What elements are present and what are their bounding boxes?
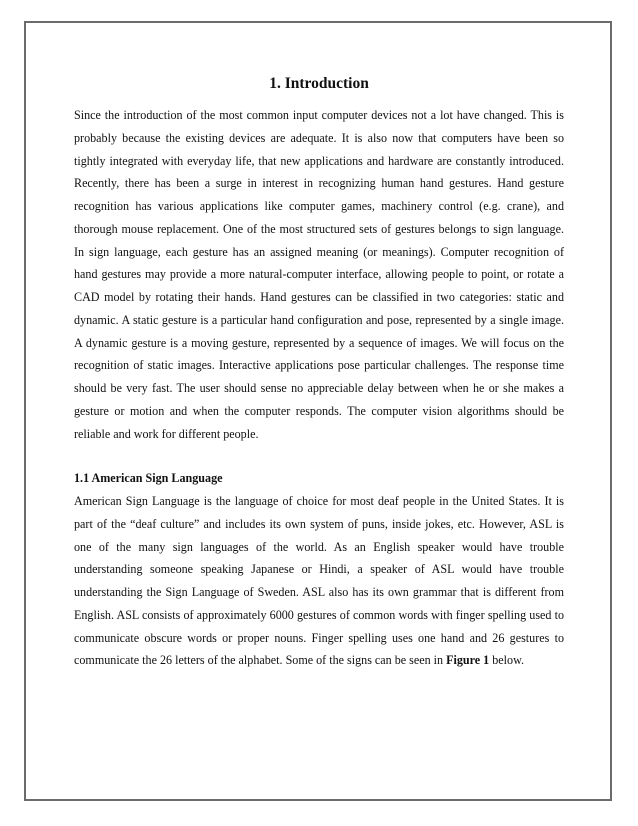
document-body [74, 74, 564, 672]
intro-paragraph: Since the introduction of the most common input computer devices not a lot have changed. This is probably because the existing devices are adequate. It is also now that computers have been so tightly integrated with everyday life, that new applications and hardware are constantly introduced. Recently, there has been a surge in interest in recognizing human hand gestures. Hand gesture recognition has various applications like computer games, machinery control (e.g. crane), and thorough mouse replacement. One of the most structured sets of gestures belongs to sign language. In sign language, each gesture has an assigned meaning (or meanings). Computer recognition of hand gestures may provide a more natural-computer interface, allowing people to point, or rotate a CAD model by rotating their hands. Hand gestures can be classified in two categories: static and dynamic. A static gesture is a particular hand configuration and pose, represented by a single image. A dynamic gesture is a moving gesture, represented by a sequence of images. We will focus on the recognition of static images. Interactive applications pose particular challenges. The response time should be very fast. The user should sense no appreciable delay between when he or she makes a gesture or motion and when the computer responds. The computer vision algorithms should be reliable and work for different people. [74, 108, 564, 441]
asl-paragraph [74, 490, 564, 672]
section-heading: 1. Introduction [269, 75, 369, 92]
subsection-heading: 1.1 American Sign Language [74, 471, 223, 486]
asl-paragraph-text: American Sign Language is the language of choice for most deaf people in the United States. It is part of the “deaf culture” and includes its own system of puns, inside jokes, etc. However, ASL is one of the many sign languages of the world. As an English speaker would have trouble understanding someone speaking Japanese or Hindi, a speaker of ASL would have trouble understanding the Sign Language of Sweden. ASL also has its own grammar that is different from English. ASL consists of approximately 6000 gestures of common words with finger spelling used to communicate obscure words or proper nouns. Finger spelling uses one hand and 26 gestures to communicate the 26 letters of the alphabet. Some of the signs can be seen in [74, 494, 564, 668]
asl-paragraph-tail: below. [489, 653, 525, 668]
figure-reference: Figure 1 [446, 653, 490, 668]
